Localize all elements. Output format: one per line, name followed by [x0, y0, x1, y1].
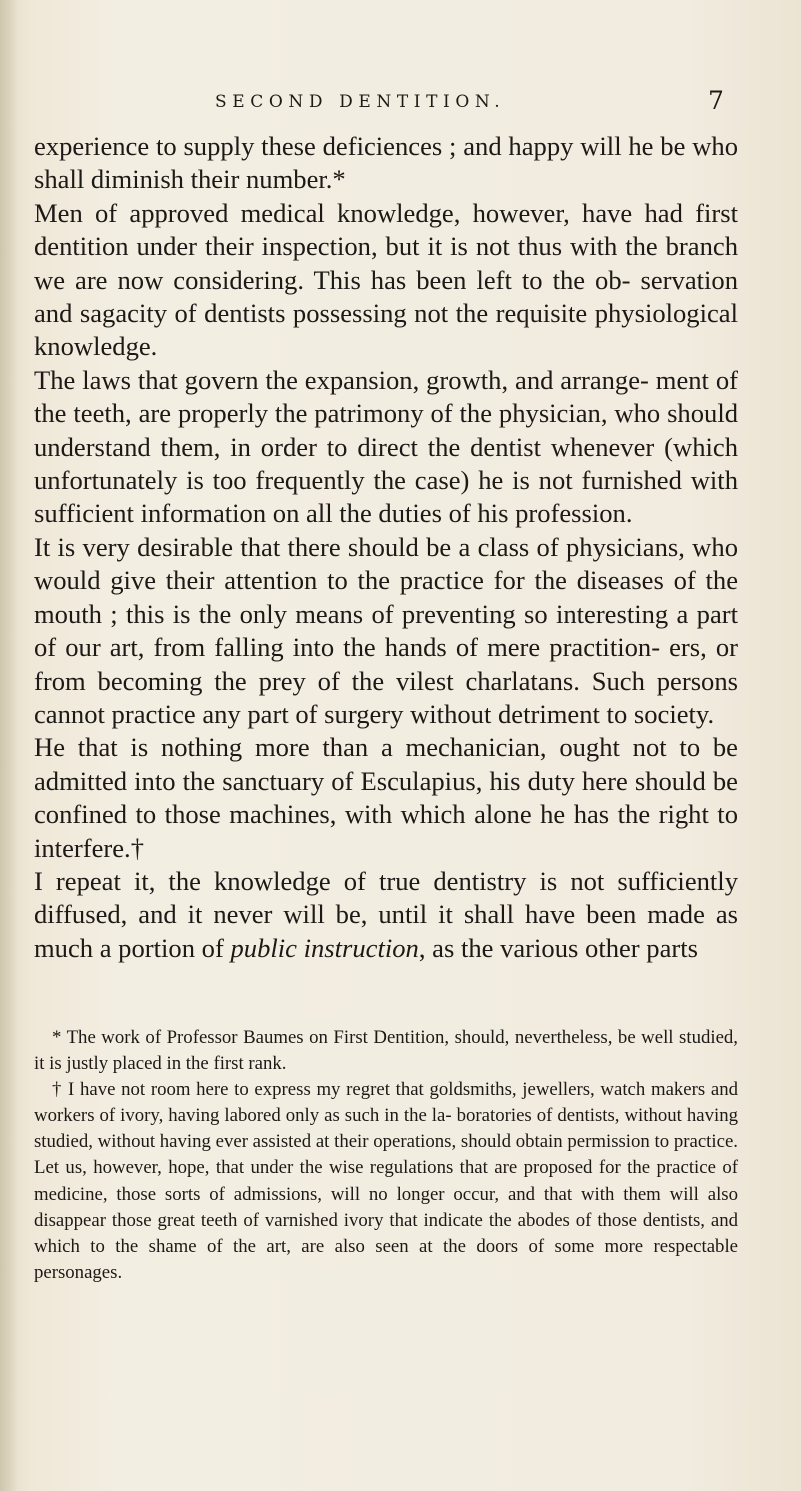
- paragraph-4: It is very desirable that there should be a class of physicians, who would give their attention to the practice for the diseases of the mouth ; this is the only means of preventing so interesting a part of our art, from falling into the hands of mere practition- ers, or from becoming the prey of the vilest charlatans. Such persons cannot practice any part of surgery without detriment to society.: [34, 531, 738, 729]
- footnote-1: * The work of Professor Baumes on First Dentition, should, nevertheless, be well studied, it is justly placed in the first rank.: [34, 1027, 738, 1075]
- page-number: 7: [708, 86, 724, 115]
- paragraph-3: The laws that govern the expansion, growth, and arrange- ment of the teeth, are properly the patrimony of the physician, who should understand them, in order to direct the dentist whenever (which unfortunately is too frequently the case) he is not furnished with sufficient information on all the duties of his profession.: [34, 364, 738, 529]
- paragraph-5: He that is nothing more than a mechanician, ought not to be admitted into the sanctuary of Esculapius, his duty here should be confined to those machines, with which alone he has the right to interfere.†: [34, 732, 738, 863]
- page-header: [0, 86, 801, 126]
- running-title: SECOND DENTITION.: [215, 92, 506, 112]
- paragraph-2: Men of approved medical knowledge, however, have had first dentition under their inspection, but it is not thus with the branch we are now considering. This has been left to the ob- servation and sagacity of dentists possessing not the requisite physiological knowledge.: [34, 197, 738, 362]
- paragraph-6-end: , as the various other parts: [418, 932, 699, 963]
- paragraph-6: [34, 865, 738, 965]
- paragraph-6-start: I repeat it, the knowledge of true dentistry is not sufficiently diffused, and it never will be, until it shall have been made as much a portion of: [34, 865, 738, 963]
- main-text: [34, 130, 738, 965]
- paragraph-6-italic: public instruction: [230, 932, 419, 963]
- paragraph-1: experience to supply these deficiences ; and happy will he be who shall diminish their number.*: [34, 131, 738, 195]
- footnotes: [34, 1025, 738, 1286]
- footnote-2: † I have not room here to express my regret that goldsmiths, jewellers, watch makers and workers of ivory, having labored only as such in the la- boratories of dentists, without having studied, without having ever assisted at their operations, should obtain permission to practice. Let us, however, hope, that under the wise regulations that are proposed for the practice of medicine, those sorts of admissions, will no longer occur, and that with them will also disappear those great teeth of varnished ivory that indicate the abodes of those dentists, and which to the shame of the art, are also seen at the doors of some more respectable personages.: [34, 1079, 738, 1283]
- page-gutter-shadow: [0, 0, 18, 1491]
